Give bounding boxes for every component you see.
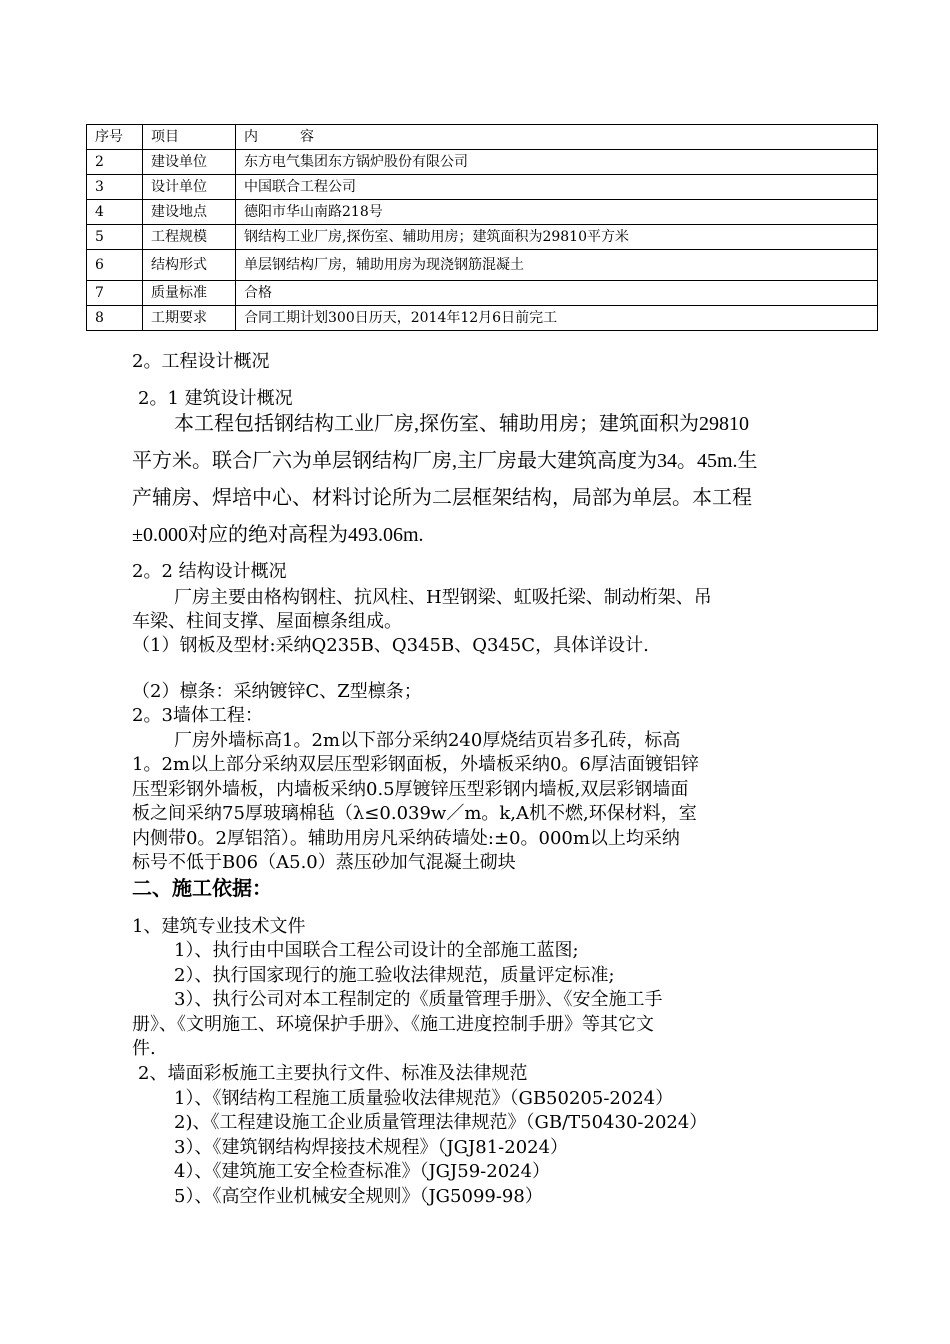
- table-cell: 工期要求: [143, 306, 236, 331]
- table-cell: 建设地点: [143, 200, 236, 225]
- list-item: 1）、执行由中国联合工程公司设计的全部施工蓝图;: [174, 940, 579, 961]
- list-item: 册》、《文明施工、环境保护手册》、《施工进度控制手册》等其它文: [132, 1014, 654, 1035]
- subsection-heading: 2。3墙体工程：: [132, 705, 263, 726]
- table-cell: 钢结构工业厂房,探伤室、辅助用房；建筑面积为29810平方米: [236, 225, 878, 250]
- table-row: [87, 306, 878, 331]
- table-cell: 6: [87, 250, 143, 281]
- table-row: [87, 250, 878, 281]
- paragraph-line: 厂房外墙标高1。2m以下部分采纳240厚烧结页岩多孔砖，标高: [174, 730, 681, 751]
- table-cell: 4: [87, 200, 143, 225]
- paragraph-line: 1。2m以上部分采纳双层压型彩钢面板，外墙板采纳0。6厚洁面镀铝锌: [132, 754, 699, 775]
- list-item: 5）、《高空作业机械安全规则》（JG5099-98）: [174, 1186, 543, 1207]
- list-item: 件.: [132, 1038, 156, 1059]
- paragraph-line: 产辅房、焊培中心、材料讨论所为二层框架结构，局部为单层。本工程: [132, 487, 752, 509]
- paragraph-line: 板之间采纳75厚玻璃棉毡（λ≤0.039w／m。k,A机不燃,环保材料，室: [132, 803, 697, 824]
- paragraph-line: ±0.000对应的绝对高程为493.06m.: [132, 524, 424, 546]
- paragraph-line: 压型彩钢外墙板，内墙板采纳0.5厚镀锌压型彩钢内墙板,双层彩钢墙面: [132, 779, 689, 800]
- header-cell: 序号: [87, 125, 143, 150]
- table-cell: 设计单位: [143, 175, 236, 200]
- paragraph-line: 车梁、柱间支撑、屋面檩条组成。: [132, 611, 402, 632]
- table-cell: 3: [87, 175, 143, 200]
- table-cell: 建设单位: [143, 150, 236, 175]
- list-item: 4）、《建筑施工安全检查标准》（JGJ59-2024）: [174, 1161, 551, 1182]
- paragraph-line: 厂房主要由格构钢柱、抗风柱、H型钢梁、虹吸托梁、制动桁架、吊: [174, 587, 712, 608]
- table-header-row: [87, 125, 878, 150]
- table-cell: 2: [87, 150, 143, 175]
- table-cell: 8: [87, 306, 143, 331]
- header-cell: 内 容: [236, 125, 878, 150]
- paragraph-line: 内侧带0。2厚铝箔）。辅助用房凡采纳砖墙处:±0。000m以上均采纳: [132, 828, 680, 849]
- list-heading: 1、建筑专业技术文件: [132, 916, 306, 937]
- list-heading: 2、墙面彩板施工主要执行文件、标准及法律规范: [138, 1063, 528, 1084]
- paragraph-line: （1）钢板及型材:采纳Q235B、Q345B、Q345C，具体详设计.: [132, 635, 649, 656]
- table-row: [87, 175, 878, 200]
- list-item: 2)、《工程建设施工企业质量管理法律规范》（GB/T50430-2024）: [174, 1112, 708, 1133]
- table-cell: 德阳市华山南路218号: [236, 200, 878, 225]
- project-info-table: [86, 124, 878, 331]
- chapter-heading: 二、施工依据：: [132, 876, 272, 900]
- table-cell: 结构形式: [143, 250, 236, 281]
- table-row: [87, 150, 878, 175]
- paragraph-line: （2）檩条：采纳镀锌C、Z型檩条；: [132, 681, 422, 702]
- subsection-heading: 2。1 建筑设计概况: [138, 388, 293, 409]
- paragraph-line: 标号不低于B06（A5.0）蒸压砂加气混凝土砌块: [132, 852, 516, 873]
- paragraph-line: 平方米。联合厂六为单层钢结构厂房,主厂房最大建筑高度为34。45m.生: [132, 450, 758, 472]
- list-item: 3）、《建筑钢结构焊接技术规程》（JGJ81-2024）: [174, 1137, 569, 1158]
- table-row: [87, 281, 878, 306]
- table-cell: 质量标准: [143, 281, 236, 306]
- subsection-heading: 2。2 结构设计概况: [132, 561, 287, 582]
- table-row: [87, 225, 878, 250]
- header-cell: 项目: [143, 125, 236, 150]
- table-cell: 合格: [236, 281, 878, 306]
- table-cell: 东方电气集团东方锅炉股份有限公司: [236, 150, 878, 175]
- table-row: [87, 200, 878, 225]
- table-cell: 单层钢结构厂房，辅助用房为现浇钢筋混凝土: [236, 250, 878, 281]
- list-item: 2）、执行国家现行的施工验收法律规范，质量评定标准;: [174, 965, 615, 986]
- list-item: 1）、《钢结构工程施工质量验收法律规范》（GB50205-2024）: [174, 1088, 674, 1109]
- paragraph-line: 本工程包括钢结构工业厂房,探伤室、辅助用房；建筑面积为29810: [174, 413, 749, 435]
- table-cell: 7: [87, 281, 143, 306]
- table-cell: 中国联合工程公司: [236, 175, 878, 200]
- table-cell: 5: [87, 225, 143, 250]
- table-cell: 合同工期计划300日历天，2014年12月6日前完工: [236, 306, 878, 331]
- section-heading: 2。工程设计概况: [132, 351, 270, 372]
- list-item: 3）、执行公司对本工程制定的《质量管理手册》、《安全施工手: [174, 989, 663, 1010]
- table-cell: 工程规模: [143, 225, 236, 250]
